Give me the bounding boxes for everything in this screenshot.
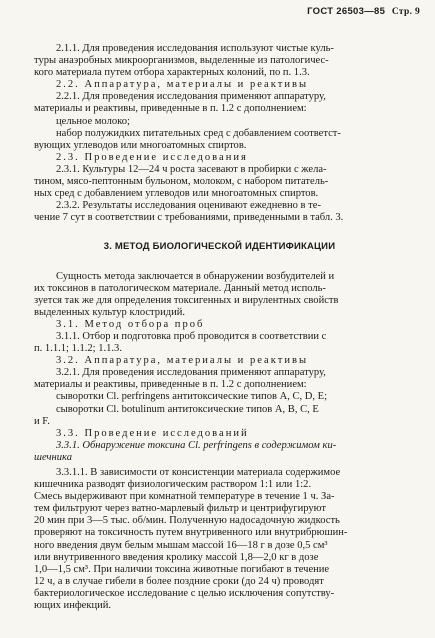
subsection-heading: 2.2. Аппаратура, материалы и реактивы xyxy=(56,79,309,91)
text-line: кого материала путем отбора характерных колоний, по п. 1.3. xyxy=(34,67,310,79)
text-line: выделенных культур клостридий. xyxy=(34,306,186,318)
subsection-heading: 3.2. Аппаратура, материалы и реактивы xyxy=(56,355,309,367)
subsection-heading: 2.3. Проведение исследования xyxy=(56,151,248,163)
text-line: 12 ч, а в случае гибели в более поздние сроки (до 24 ч) проводят xyxy=(34,575,324,587)
text-line: Смесь выдерживают при комнатной температуре в течение 1 ч. За- xyxy=(34,491,335,503)
text-line: или внутривенного введения кролику массой 1,8—2,0 кг в дозе xyxy=(34,551,319,563)
text-line: бактериологическое исследование с целью исключения сопутству- xyxy=(34,587,335,599)
text-line: их токсинов в патологическом материале. Данный метод исполь- xyxy=(34,282,326,294)
text-line: ных сред с добавлением углеводов или многоатомных спиртов. xyxy=(34,188,319,200)
text-line: кишечника разводят физиологическим раствором 1:1 или 1:2. xyxy=(34,479,312,491)
page-number: Стр. 9 xyxy=(391,7,420,17)
text-line: набор полужидких питательных сред с добавлением соответст- xyxy=(56,127,341,139)
text-line: 1,0—1,5 см³. При наличии токсина животные погибают в течение xyxy=(34,563,330,575)
subsection-heading: 3.1. Метод отбора проб xyxy=(56,318,205,330)
text-line: зуется так же для определения токсигенных и вирулентных свойств xyxy=(34,294,339,306)
text-line: материалы и реактивы, приведенные в п. 1.2 с дополнением: xyxy=(34,379,307,391)
text-line: материалы и реактивы, приведенные в п. 1.2 с дополнением: xyxy=(34,103,307,115)
subsection-heading-italic: 3.3.1. Обнаружение токсина Cl. perfringens в содержимом ки- xyxy=(56,439,337,451)
section-title: 3. МЕТОД БИОЛОГИЧЕСКОЙ ИДЕНТИФИКАЦИИ xyxy=(103,241,336,253)
text-line: 2.3.1. Культуры 12—24 ч роста засевают в пробирки с жела- xyxy=(56,163,327,175)
subsection-heading-italic: шечника xyxy=(34,451,72,463)
text-line: 3.2.1. Для проведения исследования применяют аппаратуру, xyxy=(56,367,326,379)
text-line: тем фильтруют через ватно-марлевый фильтр и центрифугируют xyxy=(34,503,327,515)
text-line: п. 1.1.1; 1.1.2; 1.1.3. xyxy=(34,343,122,355)
text-line: 2.2.1. Для проведения исследования применяют аппаратуру, xyxy=(56,91,326,103)
text-line: Сущность метода заключается в обнаружении возбудителей и xyxy=(56,270,335,282)
text-line: 20 мин при 3—5 тыс. об/мин. Полученную надосадочную жидкость xyxy=(34,515,340,527)
text-line: чение 7 сут в соответствии с требованиями, приведенными в табл. 3. xyxy=(34,212,344,224)
text-line: сыворотки Cl. botulinum антитоксические типов A, B, C, E xyxy=(56,403,319,415)
text-line: проверяют на токсичность путем внутривенного или внутрибрюшин- xyxy=(34,527,348,539)
text-line: 2.3.2. Результаты исследования оценивают ежедневно в те- xyxy=(56,200,321,212)
text-line: 3.3.1.1. В зависимости от консистенции материала содержимое xyxy=(56,467,341,478)
text-line: ющих инфекций. xyxy=(34,600,112,612)
text-line: и F. xyxy=(34,415,50,427)
text-line: тином, мясо-пептонным бульоном, молоком, с набором питатель- xyxy=(34,176,329,188)
document-body xyxy=(34,43,405,612)
text-line: сыворотки Cl. perfringens антитоксические типов A, C, D, E; xyxy=(56,391,328,403)
text-line: ного введения двум белым мышам массой 16—18 г в дозе 0,5 см³ xyxy=(34,539,328,551)
subsection-heading: 3.3. Проведение исследований xyxy=(56,427,249,439)
text-line: туры анаэробных микроорганизмов, выделенные из патологичес- xyxy=(34,55,329,67)
text-line: 2.1.1. Для проведения исследования используют чистые куль- xyxy=(56,43,334,54)
text-line: вующих углеводов или многоатомных спиртов. xyxy=(34,139,247,151)
running-header xyxy=(307,6,420,17)
text-line: 3.1.1. Отбор и подготовка проб проводится в соответствии с xyxy=(56,330,327,342)
standard-number: ГОСТ 26503—85 xyxy=(307,6,386,17)
text-line: цельное молоко; xyxy=(56,115,130,127)
